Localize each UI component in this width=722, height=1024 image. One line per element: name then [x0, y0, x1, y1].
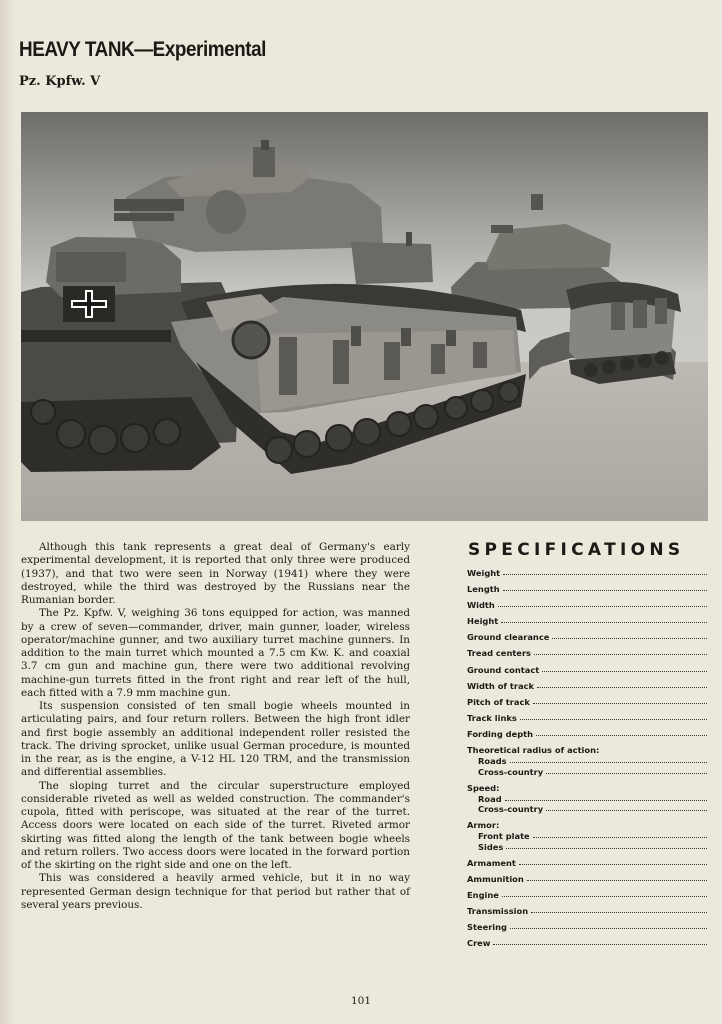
spec-label: Ammunition: [467, 873, 524, 884]
spec-ammunition: [467, 874, 707, 890]
spec-label: Engine: [467, 890, 499, 900]
page-binding-shadow: [0, 0, 14, 1024]
spec-width-of-track: [467, 681, 707, 697]
paragraph: The Pz. Kpfw. V, weighing 36 tons equipped for action, was manned by a crew of seven—commander, driver, main gunner, loader, wireless operator/machine gunner, and two auxiliary turret machine gunners. In addition to the main turret which mounted a 7.5 cm Kw. K. and coaxial 3.7 cm gun and machine gun, there were two additional revolving machine-gun turrets fitted in the front right and rear left of the hull, each fitted with a 7.9 mm machine gun.: [21, 607, 410, 699]
spec-radius-cross-country: [467, 767, 707, 783]
spec-speed-heading: [467, 783, 707, 794]
spec-armor-front-plate: [467, 831, 707, 842]
dot-leader: [498, 606, 707, 607]
spec-label: Armor:: [467, 820, 500, 831]
spec-label: Width of track: [467, 680, 534, 691]
spec-label: Steering: [467, 922, 507, 933]
spec-steering: [467, 922, 707, 938]
spec-label: Weight: [467, 568, 501, 578]
spec-engine: [467, 890, 707, 906]
paragraph: The sloping turret and the circular superstructure employed considerable riveted as well as welded construction. The commander's cupola, fitted with periscope, was situated at the rear of the turret. Access doors were located on each side of the turret. Riveted armor skirting was fitted along the length of the tank between bogie wheels and return rollers. Two access doors were located in the forward portion of the skirting on the right side and one on the left.: [21, 779, 410, 871]
spec-label: Pitch of track: [467, 696, 530, 707]
tank-photograph: [21, 112, 708, 521]
spec-label: Road: [478, 793, 502, 804]
spec-length: [467, 584, 707, 600]
dot-leader: [520, 719, 707, 720]
spec-weight: [467, 568, 707, 584]
dot-leader: [493, 944, 707, 945]
spec-label: Speed:: [467, 782, 500, 793]
spec-label: Front plate: [478, 831, 530, 842]
spec-label: Width: [467, 600, 495, 611]
spec-label: Transmission: [467, 906, 529, 917]
dot-leader: [502, 896, 707, 897]
spec-label: Cross-country: [478, 804, 544, 815]
spec-width: [467, 600, 707, 616]
page-title: HEAVY TANK—Experimental: [19, 38, 266, 61]
spec-label: Ground contact: [467, 664, 540, 675]
spec-ground-contact: [467, 665, 707, 681]
spec-transmission: [467, 906, 707, 922]
spec-label: Sides: [478, 841, 504, 852]
spec-armor-sides: [467, 842, 707, 858]
dot-leader: [534, 654, 707, 655]
spec-height: [467, 616, 707, 632]
paragraph: Although this tank represents a great deal of Germany's early experimental development, it is reported that only three were produced (1937), and that two were seen in Norway (1941) where they were destroyed, while the third was destroyed by the Russians near the Rumanian border.: [21, 541, 410, 606]
spec-label: Armament: [467, 857, 516, 868]
spec-radius-roads: [467, 756, 707, 767]
dot-leader: [533, 703, 707, 704]
dot-leader: [531, 912, 707, 913]
specifications-list: [467, 568, 707, 954]
dot-leader: [542, 671, 707, 672]
page-number: 101: [350, 995, 372, 1007]
dot-leader: [537, 687, 707, 688]
dot-leader: [510, 928, 707, 929]
spec-label: Height: [467, 616, 499, 627]
spec-speed-road: [467, 794, 707, 805]
spec-label: Theoretical radius of action:: [467, 745, 600, 756]
dot-leader: [506, 848, 707, 849]
spec-label: Track links: [467, 712, 517, 723]
dot-leader: [552, 638, 707, 639]
spec-label: Fording depth: [467, 728, 534, 739]
dot-leader: [505, 800, 707, 801]
spec-armament: [467, 858, 707, 874]
article-body: [21, 541, 410, 912]
spec-label: Tread centers: [467, 648, 531, 659]
spec-crew: [467, 938, 707, 954]
dot-leader: [546, 773, 707, 774]
paragraph: This was considered a heavily armed vehicle, but it in no way represented German design technique for that period but rather that of several years previous.: [21, 872, 410, 911]
dot-leader: [536, 735, 707, 736]
spec-fording-depth: [467, 729, 707, 745]
specifications-heading: SPECIFICATIONS: [468, 540, 685, 560]
tank-photo-illustration: [21, 112, 708, 521]
dot-leader: [501, 622, 707, 623]
spec-track-links: [467, 713, 707, 729]
balkenkreuz-icon: [63, 286, 115, 322]
spec-label: Roads: [478, 756, 507, 767]
dot-leader: [533, 837, 707, 838]
dot-leader: [503, 590, 707, 591]
spec-label: Cross-country: [478, 766, 544, 777]
dot-leader: [510, 762, 707, 763]
spec-pitch-of-track: [467, 697, 707, 713]
dot-leader: [546, 810, 707, 811]
spec-armor-heading: [467, 820, 707, 831]
dot-leader: [519, 864, 707, 865]
spec-label: Crew: [467, 938, 491, 949]
spec-speed-cross-country: [467, 804, 707, 820]
dot-leader: [503, 574, 707, 575]
paragraph: Its suspension consisted of ten small bogie wheels mounted in articulating pairs, and four return rollers. Between the high front idler and first bogie assembly an additional independent roller resisted the track. The driving sprocket, unlike usual German procedure, is mounted in the rear, as is the engine, a V-12 HL 120 TRM, and the transmission and differential assemblies.: [21, 700, 410, 779]
spec-ground-clearance: [467, 632, 707, 648]
dot-leader: [527, 880, 707, 881]
spec-tread-centers: [467, 648, 707, 664]
spec-label: Length: [467, 584, 500, 595]
spec-label: Ground clearance: [467, 632, 550, 643]
page-subtitle: Pz. Kpfw. V: [19, 74, 101, 89]
spec-radius-heading: [467, 745, 707, 756]
